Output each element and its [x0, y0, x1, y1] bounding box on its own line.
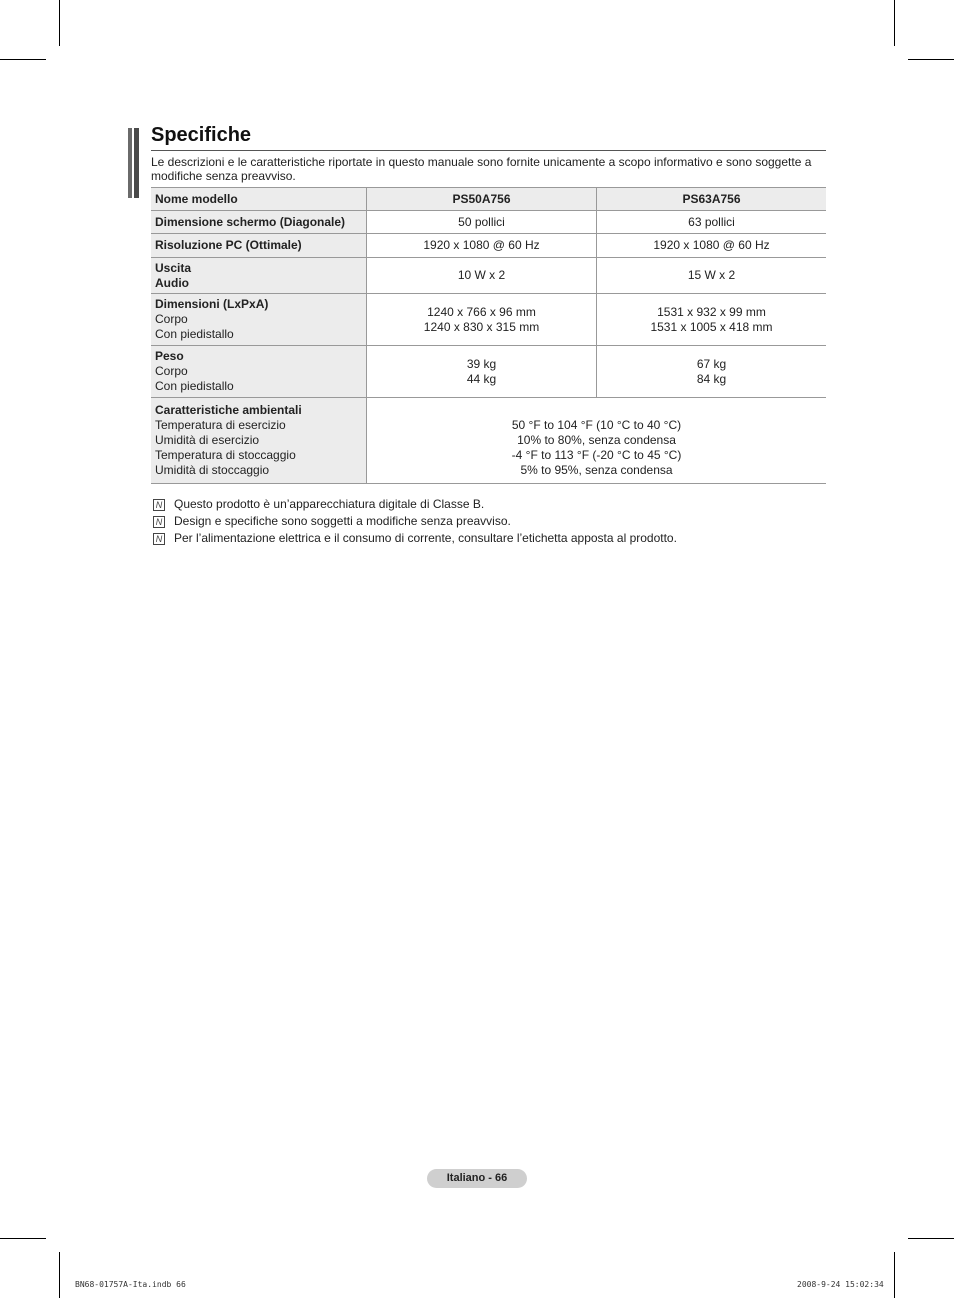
table-row — [151, 211, 826, 234]
table-row — [151, 234, 826, 258]
row-value: 1240 x 830 x 315 mm — [423, 319, 540, 334]
notes-list — [151, 496, 677, 547]
note-item — [151, 513, 677, 530]
title-divider — [151, 150, 826, 151]
row-value: 10 W x 2 — [367, 258, 597, 294]
row-value: 1531 x 932 x 99 mm — [657, 304, 766, 319]
specifications-table — [151, 187, 826, 484]
print-datetime: 2008-9-24 15:02:34 — [797, 1280, 884, 1289]
intro-paragraph: Le descrizioni e le caratteristiche riportate in questo manuale sono fornite unicamente a scopo informativo e sono soggette a modifiche senza preavviso. — [151, 155, 812, 183]
crop-mark — [908, 1238, 954, 1239]
crop-mark — [0, 59, 46, 60]
print-file-info: BN68-01757A-Ita.indb 66 — [75, 1280, 186, 1289]
table-row — [151, 346, 826, 398]
row-label: Audio — [155, 275, 189, 290]
crop-mark — [894, 0, 895, 46]
table-row — [151, 398, 826, 484]
row-value: 50 °F to 104 °F (10 °C to 40 °C) — [511, 417, 682, 432]
row-value: 1531 x 1005 x 418 mm — [650, 319, 773, 334]
note-item — [151, 496, 677, 513]
row-value: 1920 x 1080 @ 60 Hz — [597, 234, 827, 258]
row-label: Uscita — [155, 260, 192, 275]
page-title: Specifiche — [151, 124, 252, 146]
row-label: Dimensioni (LxPxA) — [155, 297, 269, 311]
row-value: 5% to 95%, senza condensa — [520, 462, 673, 477]
table-row — [151, 258, 826, 294]
crop-mark — [59, 0, 60, 46]
note-icon: N — [153, 516, 165, 528]
row-value: 15 W x 2 — [597, 258, 827, 294]
row-value: 84 kg — [696, 371, 727, 386]
note-text: Per l’alimentazione elettrica e il consumo di corrente, consultare l’etichetta apposta al prodotto. — [174, 531, 677, 545]
row-value: -4 °F to 113 °F (-20 °C to 45 °C) — [511, 447, 682, 462]
row-sublabel: Temperatura di esercizio — [155, 418, 286, 432]
row-value: 63 pollici — [597, 211, 827, 234]
note-text: Questo prodotto è un’apparecchiatura digitale di Classe B. — [174, 497, 485, 511]
row-label: Dimensione schermo (Diagonale) — [155, 214, 346, 229]
note-item — [151, 530, 677, 547]
row-sublabel: Corpo — [155, 312, 188, 326]
table-header-row — [151, 188, 826, 211]
row-value: 1240 x 766 x 96 mm — [427, 304, 536, 319]
row-sublabel: Con piedistallo — [155, 327, 234, 341]
row-sublabel: Umidità di esercizio — [155, 433, 260, 447]
note-text: Design e specifiche sono soggetti a modifiche senza preavviso. — [174, 514, 511, 528]
row-label: Risoluzione PC (Ottimale) — [155, 238, 302, 252]
row-sublabel: Corpo — [155, 364, 188, 378]
row-value: 39 kg — [466, 356, 497, 371]
row-sublabel: Temperatura di stoccaggio — [155, 448, 296, 462]
row-value: 67 kg — [696, 356, 727, 371]
crop-mark — [59, 1252, 60, 1298]
row-sublabel: Con piedistallo — [155, 379, 234, 393]
page-number-badge: Italiano - 66 — [427, 1169, 527, 1188]
row-sublabel: Umidità di stoccaggio — [155, 463, 270, 477]
model-1-header: PS50A756 — [367, 188, 597, 211]
crop-mark — [894, 1252, 895, 1298]
model-2-header: PS63A756 — [597, 188, 827, 211]
row-label: Peso — [155, 349, 184, 363]
row-value: 1920 x 1080 @ 60 Hz — [367, 234, 597, 258]
row-label: Caratteristiche ambientali — [155, 403, 302, 417]
row-value: 50 pollici — [367, 211, 597, 234]
note-icon: N — [153, 499, 165, 511]
crop-mark — [0, 1238, 46, 1239]
table-row — [151, 294, 826, 346]
note-icon: N — [153, 533, 165, 545]
row-value: 10% to 80%, senza condensa — [517, 432, 676, 447]
section-marker-bars — [128, 128, 140, 198]
header-label: Nome modello — [151, 188, 367, 211]
crop-mark — [908, 59, 954, 60]
row-value: 44 kg — [466, 371, 497, 386]
